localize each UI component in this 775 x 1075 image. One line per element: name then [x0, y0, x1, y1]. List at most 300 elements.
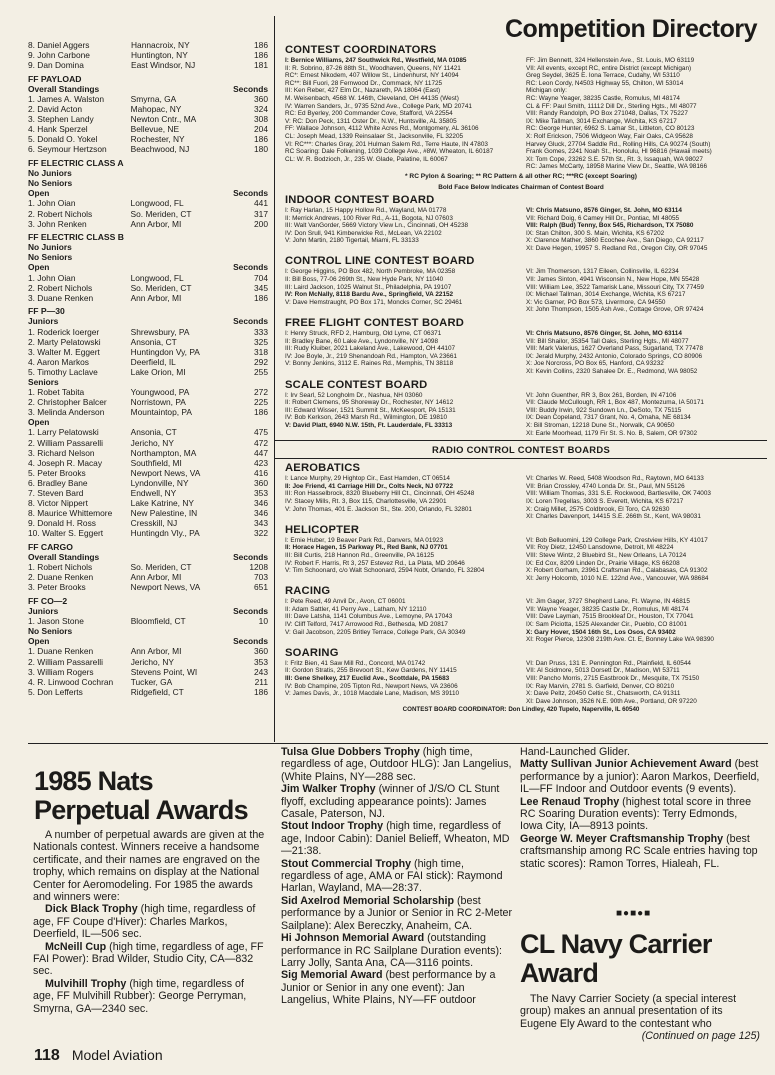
standings-row — [28, 427, 268, 437]
rc-board-section — [275, 585, 767, 644]
competitor-city — [131, 188, 234, 198]
board-member-line: VIII: Pancho Morris, 2715 Eastbrook Dr., Mesquite, TX 75150 — [526, 675, 700, 683]
board-section — [275, 317, 767, 376]
standings-row — [28, 40, 268, 50]
subheading-row — [28, 626, 268, 636]
board-member-line: X: Vic Garner, PO Box 573, Livermore, CA 94550 — [526, 298, 666, 306]
board-member-line: I: Fritz Bien, 41 Saw Mill Rd., Concord, MA 01742 — [285, 659, 426, 667]
board-listing — [275, 57, 767, 171]
board-member-line: V: RC: Don Peck, 1311 Oster Dr., N.W., Huntsville, AL 35805 — [285, 117, 457, 125]
standings-row — [28, 144, 268, 154]
standings-row — [28, 528, 268, 538]
competitor-score: 186 — [254, 686, 268, 697]
competitor-city: Tucker, GA — [130, 676, 173, 687]
award-description: (highest total score in three RC Soaring Duration events): Terry Edmonds, Iowa City, IA—8913 points. — [520, 795, 752, 833]
competitor-score: 345 — [254, 282, 268, 293]
rc-board-section — [275, 524, 767, 583]
board-member-line: I: Ray Harlan, 15 Happy Hollow Rd., Wayland, MA 01778 — [285, 206, 447, 214]
competitor-score: 704 — [254, 272, 268, 283]
subheading-row — [28, 636, 268, 646]
competitor-name: 2. Robert Nichols — [28, 208, 93, 219]
board-listing — [275, 537, 767, 583]
competitor-city: Huntingdn Vly., PA — [130, 528, 200, 539]
competitor-name: Open — [28, 188, 50, 199]
competitor-score: 292 — [254, 356, 268, 367]
competitor-score: 204 — [254, 124, 268, 135]
award-description: (best performance by a Junior or Senior in any one event): Jan Langelius, White Plains, NY—FF outdoor — [281, 969, 496, 1007]
board-listing — [275, 268, 767, 314]
board-member-line: II: Adam Sattler, 41 Perry Ave., Latham, NY 12110 — [285, 605, 427, 613]
board-member-line: I: Pete Reed, 49 Anvil Dr., Avon, CT 06001 — [285, 598, 406, 606]
competitor-city: Newport News, VA — [130, 582, 201, 593]
board-listing — [275, 660, 767, 706]
board-column-left — [285, 207, 526, 253]
page-number: 118 — [34, 1047, 60, 1064]
competitor-name: Open — [28, 636, 50, 647]
board-title: HELICOPTER — [285, 523, 360, 536]
board-member-line: RC: Leon Cordy, N4503 Highway 55, Chilton, WI 53014 — [526, 79, 684, 87]
board-column-left — [285, 537, 526, 583]
standings-row — [28, 468, 268, 478]
board-section — [275, 255, 767, 314]
subheading-row — [28, 168, 268, 178]
competitor-score: 360 — [254, 477, 268, 488]
standings-row — [28, 407, 268, 417]
competitor-name: 6. Bradley Bane — [28, 477, 88, 488]
board-member-line: VI: Jim Gager, 3727 Shepherd Lane, Ft. Wayne, IN 46815 — [526, 598, 690, 606]
competitor-score — [233, 377, 268, 387]
board-member-line: III: Laird Jackson, 1025 Walnut St., Philadelphia, PA 19107 — [285, 283, 452, 291]
board-column-right — [526, 268, 767, 314]
competitor-name: 8. Daniel Aggers — [28, 40, 90, 50]
board-member-line: V: Dave Hemstraught, PO Box 171, Moncks Corner, SC 29461 — [285, 298, 463, 306]
navy-title-line2: Award — [520, 958, 599, 988]
award-entry — [281, 783, 514, 820]
standings-row — [28, 438, 268, 448]
competition-directory — [274, 16, 767, 742]
standings-row — [28, 327, 268, 337]
competitor-city: Longwood, FL — [130, 272, 184, 283]
board-member-line: VIII: Steve Wintz, 2 Bluebird St., New Orleans, LA 70124 — [526, 551, 687, 559]
competitor-score: 10 — [258, 616, 268, 627]
award-entry — [281, 932, 514, 969]
board-column-right — [526, 537, 767, 583]
competitor-name: 9. John Carbone — [28, 50, 90, 61]
board-member-line: VIII: Mark Valerius, 1627 Overland Pass, Sugarland, TX 77478 — [526, 345, 704, 353]
standings-row — [28, 458, 268, 468]
board-member-line: RC**: Bill Fuori, 28 Fernwood Dr., Commack, NY 11725 — [285, 79, 443, 87]
board-member-line: XI: Kevin Collins, 2320 Sahalee Dr. E., Redmond, WA 98052 — [526, 368, 698, 375]
competitor-city: Ann Arbor, MI — [130, 646, 182, 657]
competitor-city: Lake Katrine, NY — [130, 498, 194, 509]
competitor-city: Stevens Point, WI — [130, 666, 198, 677]
competitor-city — [131, 606, 233, 616]
competitor-name: 3. Walter M. Eggert — [28, 346, 100, 357]
awards-title-line2: Perpetual Awards — [34, 795, 248, 825]
standings-block-table — [28, 155, 268, 229]
board-member-line: I: Lance Murphy, 29 Hightop Cir., East Hamden, CT 06514 — [285, 475, 450, 483]
board-member-line: II: Joe Friend, 41 Carriage Hill Dr., Colts Neck, NJ 07722 — [285, 482, 454, 490]
awards-column-2 — [281, 746, 514, 1007]
category-row — [28, 592, 268, 606]
category-row — [28, 303, 268, 317]
standings-row — [28, 283, 268, 293]
board-member-line: Michigan only: — [526, 87, 567, 95]
rc-boards-header: RADIO CONTROL CONTEST BOARDS — [431, 444, 611, 456]
subheading-row — [28, 252, 268, 262]
board-member-line: M. Weisenbach, 4568 W. 146th, Cleveland, OH 44135 (West) — [285, 94, 459, 102]
board-member-line: Frank Gomes, 2241 Noah St., Honolulu, HI 96816 (Hawaii meets) — [526, 148, 712, 156]
board-title: INDOOR CONTEST BOARD — [285, 193, 435, 206]
board-member-line: CL: Joseph Mead, 1339 Reinsalaer St., Jacksonville, FL 32205 — [285, 132, 464, 140]
board-member-line: VIII: Ralph (Bud) Tenny, Box 545, Richardson, TX 75080 — [526, 222, 694, 230]
coordinator-footnote: * RC Pylon & Soaring; ** RC Pattern & all other RC; ***RC (except Soaring) — [405, 172, 637, 180]
board-member-line: IV: Stacey Mills, Rt. 3, Box 115, Charlottesville, VA 22901 — [285, 497, 447, 505]
competitor-city — [131, 84, 233, 94]
standings-row — [28, 488, 268, 498]
category-row — [28, 155, 268, 169]
soaring-coordinator: CONTEST BOARD COORDINATOR: Don Lindley, 420 Tupelo, Naperville, IL 60540 — [402, 706, 640, 714]
competitor-city: Newton Cntr., MA — [130, 114, 197, 125]
competitor-city: Newport News, VA — [130, 467, 201, 478]
board-column-right — [526, 207, 767, 253]
board-member-line: V: Bonny Jenkins, 3112 E. Raines Rd., Memphis, TN 38118 — [285, 360, 454, 368]
competitor-name: 3. Melinda Anderson — [28, 407, 105, 418]
award-name: Tulsa Glue Dobbers Trophy — [281, 746, 420, 758]
competitor-score — [233, 626, 268, 636]
board-member-line: III: Rudy Kluiber, 2021 Lakeland Ave., Lakewood, OH 44107 — [285, 345, 456, 353]
competitor-city: Endwell, NY — [130, 488, 177, 499]
board-column-left — [285, 475, 526, 521]
award-description: (best performance by a Junior or Senior in RC 2-Meter Sailplane): Alex Bereczky, Anaheim, CA. — [281, 894, 513, 932]
competitor-city: Hannacroix, NY — [131, 40, 190, 50]
competitor-score — [233, 252, 268, 262]
board-member-line: Greg Seydel, 3625 E. Iona Terrace, Cudahy, WI 53110 — [526, 72, 680, 80]
competitor-name: No Juniors — [28, 168, 72, 179]
board-member-line: III: Walt VanGorder, 5669 Victory View Ln., Cincinnati, OH 45238 — [285, 222, 469, 230]
board-member-line: III: Dave Latsha, 1141 Columbus Ave., Lemoyne, PA 17043 — [285, 613, 453, 621]
subheading-row — [28, 188, 268, 198]
award-name: Sig Memorial Award — [281, 969, 383, 982]
board-member-line: VIII: Randy Randolph, PO Box 271048, Dallas, TX 75227 — [526, 110, 688, 118]
competitor-name: 1. John Oian — [28, 198, 76, 209]
board-member-line: X: Bill Stroman, 12218 Dune St., Norwalk, CA 90650 — [526, 421, 675, 429]
competitor-city: Cresskill, NJ — [130, 518, 178, 529]
board-column-left — [285, 598, 526, 644]
competitor-name: 5. Peter Brooks — [28, 467, 86, 478]
competitor-city: Bellevue, NE — [130, 124, 180, 135]
award-entry — [520, 796, 760, 833]
board-member-line: VII: Al Scidmore, 5013 Dorsett Dr., Madison, WI 53711 — [526, 667, 680, 675]
competitor-score: 360 — [254, 93, 268, 104]
continued-text: Hand-Launched Glider. — [520, 746, 630, 758]
competitor-score: 447 — [254, 447, 268, 458]
board-column-right — [526, 330, 767, 376]
category-title: FF CARGO — [28, 542, 73, 552]
category-title: FF ELECTRIC CLASS A — [28, 158, 124, 169]
standings-row — [28, 357, 268, 367]
board-member-line: V: James Davis, Jr., 1018 Macdale Lane, Madison, MS 39110 — [285, 690, 460, 698]
award-description: (high time, regardless of age, FF Coupe d'Hiver): Charles Markos, Deerfield, IL—506 sec. — [33, 903, 256, 941]
competitor-city — [131, 377, 233, 387]
standings-row — [28, 687, 268, 697]
competitor-name: Seniors — [28, 377, 59, 387]
board-column-right — [526, 475, 767, 521]
competitor-score: Seconds — [233, 636, 268, 647]
category-title: FF P—30 — [28, 306, 65, 317]
competitor-score — [233, 168, 268, 178]
board-member-line: X: Robert Gorham, 23961 Craftsman Rd., Calabasas, CA 91302 — [526, 567, 708, 575]
award-entry — [33, 978, 267, 1015]
subheading-row — [28, 606, 268, 616]
standings-block-table — [28, 70, 268, 154]
category-row — [28, 539, 268, 553]
award-entry — [281, 969, 514, 1006]
board-member-line: VI: RC***: Charles Gray, 201 Hulman Salem Rd., Terre Haute, IN 47803 — [285, 140, 488, 148]
standings-row — [28, 198, 268, 208]
competitor-score: Seconds — [233, 188, 268, 199]
competitor-city: Southfield, MI — [130, 457, 182, 468]
standings-row — [28, 387, 268, 397]
standings-block-table — [28, 229, 268, 303]
board-member-line: XI: Roger Pierce, 12308 219th Ave. Ct. E, Bonney Lake WA 98390 — [526, 636, 714, 644]
standings-block-table — [28, 592, 268, 696]
board-member-line: VIII: Dave Layman, 7515 Brookleaf Dr., Houston, TX 77041 — [526, 613, 694, 621]
competitor-name: 3. Stephen Landy — [28, 114, 94, 125]
standings-row — [28, 104, 268, 114]
competitor-name: 9. Donald H. Ross — [28, 518, 96, 529]
standings-row — [28, 293, 268, 303]
board-member-line: XI: Tom Cope, 23262 S.E. 57th St., Rt. 3, Issaquah, WA 98027 — [526, 155, 703, 163]
competitor-city: Deerfield, IL — [130, 356, 176, 367]
board-section — [275, 379, 767, 438]
competitor-city — [131, 178, 234, 188]
standings-top-table — [28, 40, 268, 70]
competitor-name: 5. Donald O. Yokel — [28, 134, 98, 145]
board-column-left — [285, 660, 526, 706]
standings-row — [28, 94, 268, 104]
competitor-name: 1. Roderick Ioerger — [28, 326, 100, 337]
competitor-score: 1208 — [249, 562, 268, 573]
award-entry — [33, 941, 267, 978]
competitor-city — [131, 626, 233, 636]
award-name: McNeill Cup — [45, 940, 107, 953]
board-member-line: X: Gary Hover, 1504 16th St., Los Osos, CA 93402 — [526, 628, 676, 636]
board-member-line: I: Henry Struck, RFD 2, Hamburg, Old Lyme, CT 06371 — [285, 330, 442, 338]
board-listing — [275, 598, 767, 644]
competitor-score: 308 — [254, 114, 268, 125]
awards-column-1 — [33, 829, 267, 1015]
board-section — [275, 194, 767, 253]
board-member-line: II: Merrick Andrews, 100 River Rd., A-11, Bogota, NJ 07603 — [285, 214, 453, 222]
category-title: FF PAYLOAD — [28, 73, 82, 84]
competitor-city — [131, 552, 234, 562]
competitor-name: Juniors — [28, 606, 59, 617]
competitor-city: Beachwood, NJ — [130, 144, 190, 155]
competitor-score: 333 — [254, 326, 268, 337]
board-member-line: VIII: William Thomas, 331 S.E. Rockwood, Bartlesville, OK 74003 — [526, 490, 711, 498]
competitor-score — [233, 242, 268, 252]
award-name: Mulvihill Trophy — [45, 977, 127, 990]
competitor-name: No Seniors — [28, 252, 73, 263]
category-row — [28, 229, 268, 243]
board-member-line: VII: Richard Doig, 6 Camey Hill Dr., Pontiac, MI 48055 — [526, 214, 680, 222]
competitor-score — [233, 178, 268, 188]
competitor-score: 472 — [254, 437, 268, 448]
awards-column-3 — [520, 746, 760, 870]
board-member-line: XI: Dave Johnson, 3526 N.E. 90th Ave., Portland, OR 97220 — [526, 697, 697, 705]
award-name: George W. Meyer Craftsmanship Trophy — [520, 832, 724, 845]
board-member-line: IX: Dean Copeland, 7317 Grant, No. 4, Omaha, NE 68134 — [526, 414, 691, 422]
board-title: SOARING — [285, 646, 339, 659]
competitor-name: 2. David Acton — [28, 104, 83, 115]
competitor-score: 322 — [254, 528, 268, 539]
board-member-line: IX: Mike Tallman, 3014 Exchange, Wichita, KS 67217 — [526, 117, 677, 125]
competitor-city — [131, 252, 234, 262]
competitor-name: 4. Aaron Markos — [28, 356, 89, 367]
award-entry — [281, 858, 514, 895]
award-entry — [520, 833, 760, 870]
board-member-line: IV: Don Srull, 941 Kimberwicke Rd., McLean, VA 22102 — [285, 229, 442, 237]
board-member-line: IX: Ed Cox, 8209 Linden Dr., Prairie Village, KS 66208 — [526, 559, 680, 567]
board-member-line: X: Clarence Mather, 3860 Ecochee Ave., San Diego, CA 92117 — [526, 237, 704, 245]
standings-row — [28, 337, 268, 347]
board-column-left — [285, 330, 526, 376]
standings-row — [28, 478, 268, 488]
award-description: (winner of J/S/O CL Stunt flyoff, excluding appearance points): James Casale, Paterson, NJ. — [281, 783, 500, 821]
standings-row — [28, 582, 268, 592]
board-member-line: XI: Dave Hegen, 19957 S. Redland Rd., Oregon City, OR 97045 — [526, 244, 708, 252]
competitor-city: Norristown, PA — [130, 397, 186, 408]
board-member-line: III: Edward Wisser, 1521 Summit St., McKeesport, PA 15131 — [285, 406, 456, 414]
award-name: Lee Renaud Trophy — [520, 795, 620, 808]
standings-row — [28, 124, 268, 134]
board-member-line: X: Joe Norcross, PO Box 65, Hanford, CA 93232 — [526, 360, 664, 368]
section-rule — [28, 743, 768, 744]
board-column-left — [285, 268, 526, 314]
board-member-line: III: Gene Shelkey, 217 Euclid Ave., Scottdale, PA 15683 — [285, 675, 450, 683]
competitor-name: 3. Peter Brooks — [28, 582, 86, 593]
award-description: (high time, regardless of age, Indoor Cabin): Daniel Belieff, Wheaton, MD—21:38. — [281, 820, 510, 858]
competitor-city: New Palestine, IN — [130, 508, 198, 519]
competitor-city — [131, 316, 233, 326]
category-title: FF CO—2 — [28, 595, 68, 606]
board-listing — [275, 475, 767, 521]
competitor-score: 186 — [254, 50, 268, 61]
board-member-line: V: John Thomas, 401 E. Jackson St., Ste. 200, Orlando, FL 32801 — [285, 505, 472, 513]
board-member-line: IV: Cliff Telford, 7417 Arrowood Rd., Bethesda, MD 20817 — [285, 621, 448, 629]
competitor-city: Ridgefield, CT — [130, 686, 184, 697]
award-description: (outstanding performance in RC Sailplane Duration events): Larry Jolly, Santa Ana, CA—3116 points. — [281, 932, 502, 969]
board-member-line: I: George Higgins, PO Box 482, North Pembroke, MA 02358 — [285, 268, 456, 276]
competitor-city: Lake Orion, MI — [130, 366, 186, 377]
standings-block-table — [28, 539, 268, 593]
competitor-score: Seconds — [233, 83, 268, 94]
board-listing — [275, 330, 767, 376]
category-row — [28, 70, 268, 84]
competitor-city: Mountaintop, PA — [130, 407, 192, 418]
navy-award-heading — [520, 930, 712, 988]
competitor-name: 2. Marty Pelatowski — [28, 336, 101, 347]
award-entry — [281, 746, 514, 783]
board-title: AEROBATICS — [285, 462, 361, 475]
competitor-name: No Seniors — [28, 626, 73, 637]
competitor-name: 2. Robert Nichols — [28, 282, 93, 293]
board-title: RACING — [285, 585, 331, 598]
competitor-name: Open — [28, 417, 50, 428]
board-member-line: XI: John Thompson, 1505 Ash Ave., Cottage Grove, OR 97424 — [526, 306, 704, 314]
standings-row — [28, 134, 268, 144]
subheading-row — [28, 262, 268, 272]
navy-paragraph: The Navy Carrier Society (a special interest group) makes an annual presentation of its Eugene Ely Award to the contestant who — [520, 993, 737, 1030]
standings-row — [28, 273, 268, 283]
standings-row — [28, 367, 268, 377]
standings-column — [28, 40, 268, 697]
board-member-line: RC Soaring: Dale Folkening, 1039 College Ave., #8W, Wheaton, IL 60187 — [285, 148, 494, 156]
board-member-line: VII: Claude McCullough, RR 1, Box 487, Montezuma, IA 50171 — [526, 399, 704, 407]
competitor-score: 346 — [254, 498, 268, 509]
ornament-divider: ■●■●■ — [616, 908, 652, 919]
standings-row — [28, 646, 268, 656]
competitor-city: Mahopac, NY — [130, 104, 182, 115]
competitor-name: 3. William Rogers — [28, 666, 94, 677]
board-member-line: IV: Robert F. Harris, Rt 3, 257 Estevez Rd., La Plata, MD 20646 — [285, 559, 465, 567]
board-member-line: I: Irv Searl, 52 Longholm Dr., Nashua, NH 03060 — [285, 391, 423, 399]
competitor-name: 4. R. Linwood Cochran — [28, 676, 114, 687]
board-member-line: II: Bradley Bane, 60 Lake Ave., Lyndonville, NY 14098 — [285, 337, 439, 345]
continued-link[interactable]: (Continued on page 125) — [641, 1030, 760, 1043]
board-member-line: II: Gordon Stratis, 255 Brevoort St., Kew Gardens, NY 11415 — [285, 667, 457, 675]
board-member-line: V: David Platt, 6940 N.W. 15th, Ft. Lauderdale, FL 33313 — [285, 421, 453, 429]
competitor-name: 8. Maurice Whittemore — [28, 508, 113, 519]
standings-row — [28, 508, 268, 518]
board-member-line: RC: Ed Byerley, 200 Commander Cove, Stafford, VA 22554 — [285, 110, 453, 118]
navy-title-line1: CL Navy Carrier — [520, 929, 712, 959]
board-member-line: X: Dave Peltz, 20450 Celtic St., Chatsworth, CA 91311 — [526, 690, 681, 698]
competitor-score: 211 — [254, 676, 268, 687]
competitor-name: 4. Hank Sperzel — [28, 124, 88, 135]
competitor-name: 5. Timothy Laclave — [28, 366, 98, 377]
competitor-city: Jericho, NY — [130, 656, 174, 667]
board-member-line: VI: John Guenther, RR 3, Box 261, Borden, IN 47106 — [526, 391, 677, 399]
board-title: CONTEST COORDINATORS — [285, 44, 437, 56]
competitor-name: 6. Seymour Hertzson — [28, 144, 107, 155]
board-column-right — [526, 392, 767, 438]
board-member-line: VII: Roy Dietz, 12450 Lansdowne, Detroit, MI 48224 — [526, 544, 674, 552]
competitor-name: 1. John Oian — [28, 272, 76, 283]
competitor-name: 8. Victor Nippert — [28, 498, 88, 509]
competitor-score: 360 — [254, 646, 268, 657]
competitor-name: 2. William Passarelli — [28, 437, 103, 448]
board-member-line: II: Robert Clemens, 95 Shoreway Dr., Rochester, NY 14612 — [285, 399, 454, 407]
board-member-line: CL & FF: Paul Smith, 11112 Dill Dr., Sterling Hgts., MI 48077 — [526, 102, 697, 110]
standings-row — [28, 518, 268, 528]
competitor-city — [131, 168, 234, 178]
competitor-city: Jericho, NY — [130, 437, 174, 448]
award-name: Stout Commercial Trophy — [281, 857, 412, 870]
competitor-name: 10. Walter S. Eggert — [28, 528, 104, 539]
board-member-line: IX: Stan Chilton, 300 S. Main, Wichita, KS 67202 — [526, 229, 665, 237]
board-listing — [275, 207, 767, 253]
subheading-row — [28, 552, 268, 562]
competitor-name: 3. Richard Nelson — [28, 447, 95, 458]
board-member-line: VII: Wayne Yeager, 38235 Castle Dr., Romulus, MI 48174 — [526, 605, 689, 613]
competitor-score: 353 — [254, 656, 268, 667]
competitor-score: 186 — [254, 40, 268, 50]
board-member-line: VIII: Buddy Irwin, 922 Sundown Ln., DeSoto, TX 75115 — [526, 406, 682, 414]
subheading-row — [28, 242, 268, 252]
awards-title-line1: 1985 Nats — [34, 766, 153, 796]
